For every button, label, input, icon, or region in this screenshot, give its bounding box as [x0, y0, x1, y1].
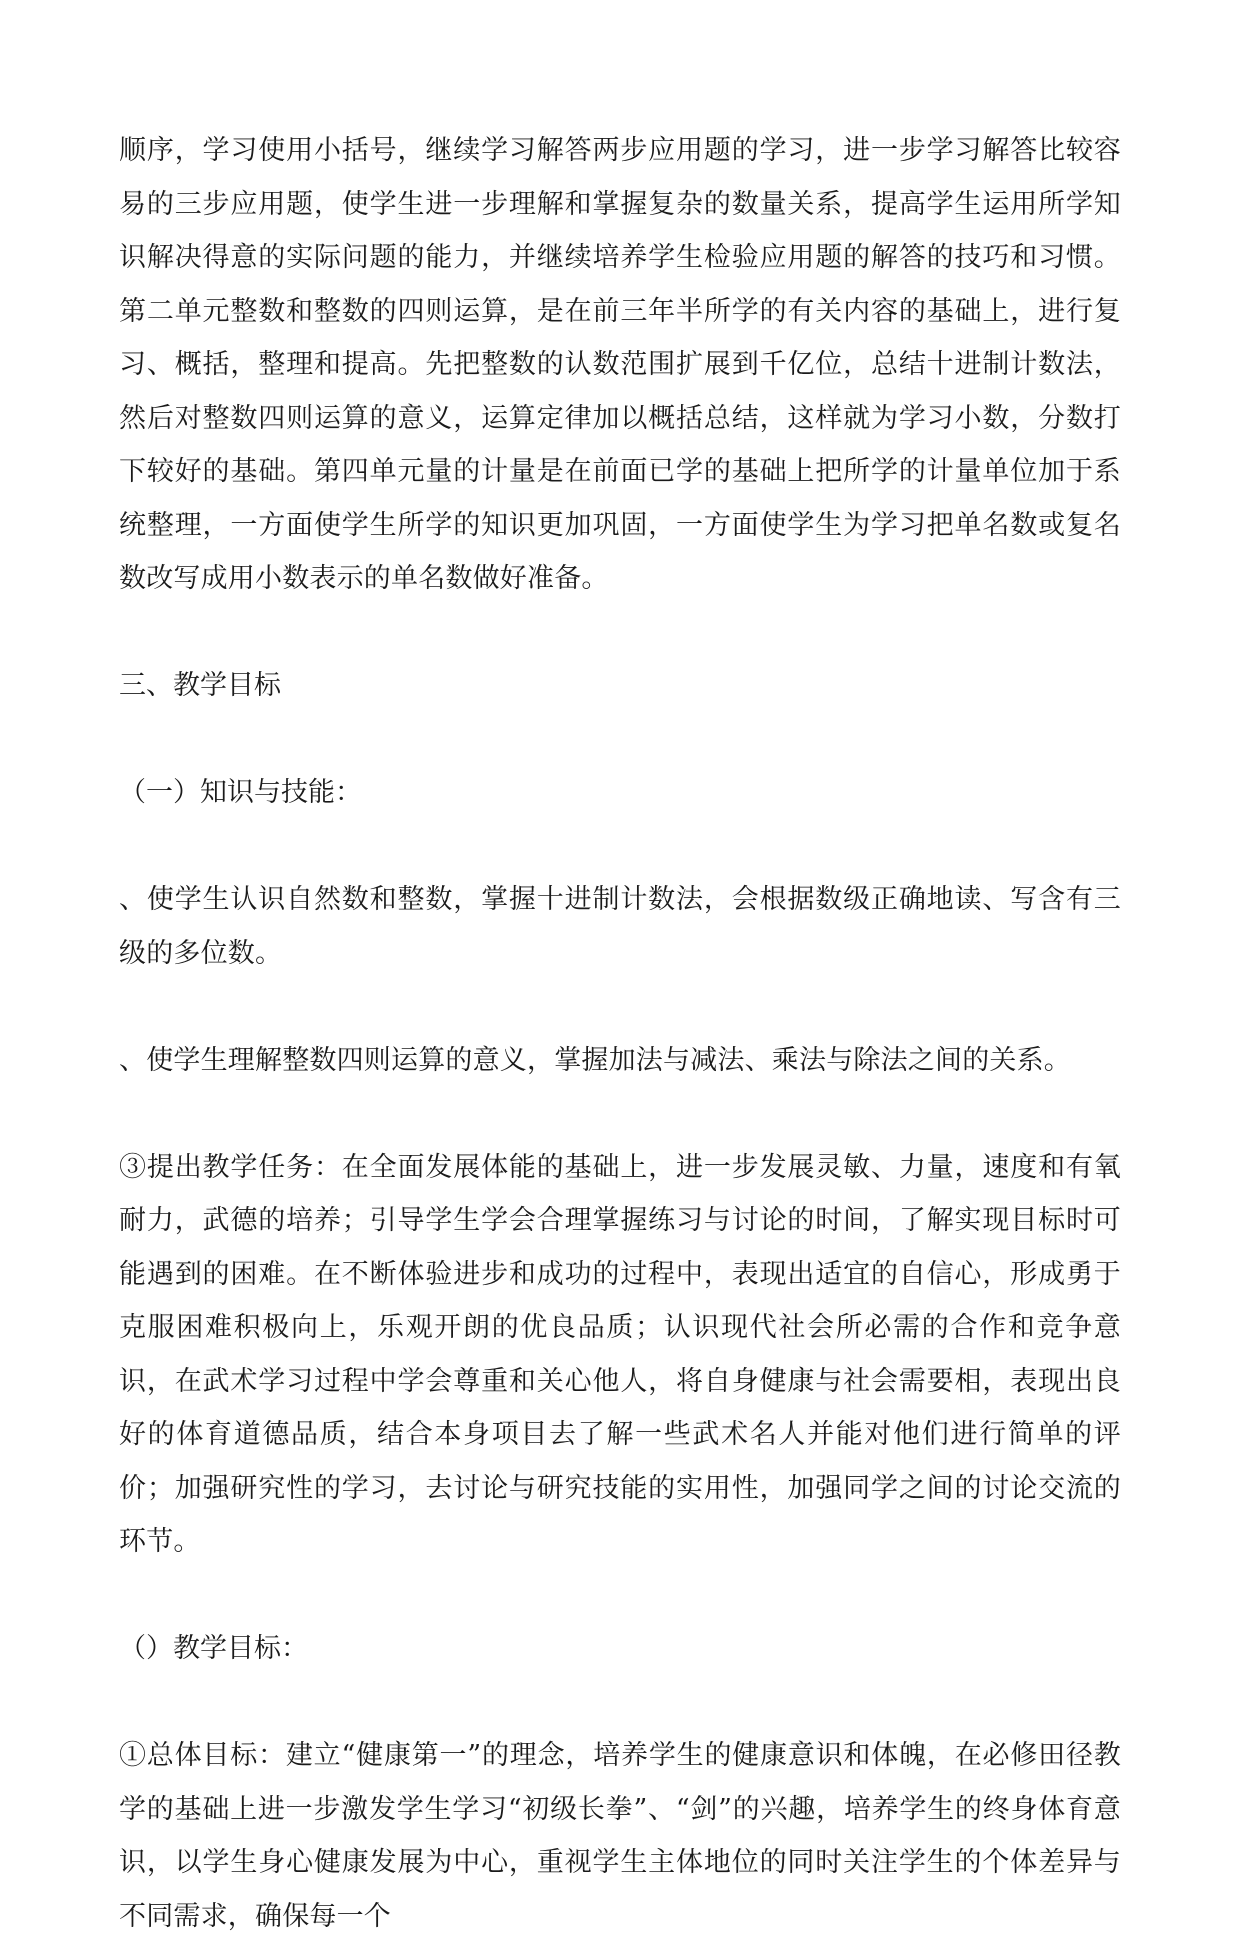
paragraph-spacer: [119, 606, 1121, 660]
paragraph-spacer: [119, 713, 1121, 767]
subsection-heading-teaching-goal: （）教学目标：: [119, 1633, 308, 1664]
subsection-heading-knowledge-skills: （一）知识与技能：: [119, 777, 362, 808]
list-item-overall-goal: ①总体目标：建立“健康第一”的理念，培养学生的健康意识和体魄，在必修田径教学的基础上进一步激发学生学习“初级长拳”、“剑”的兴趣，培养学生的终身体育意识，以学生身心健康发展为中心，重视学生主体地位的同时关注学生的个体差异与不同需求，确保每一个: [119, 1740, 1121, 1932]
body-paragraph-intro: 顺序，学习使用小括号，继续学习解答两步应用题的学习，进一步学习解答比较容易的三步应用题，使学生进一步理解和掌握复杂的数量关系，提高学生运用所学知识解决得意的实际问题的能力，并继续培养学生检验应用题的解答的技巧和习惯。第二单元整数和整数的四则运算，是在前三年半所学的有关内容的基础上，进行复习、概括，整理和提高。先把整数的认数范围扩展到千亿位，总结十进制计数法，然后对整数四则运算的意义，运算定律加以概括总结，这样就为学习小数，分数打下较好的基础。第四单元量的计量是在前面已学的基础上把所学的计量单位加于系统整理，一方面使学生所学的知识更加巩固，一方面使学生为学习把单名数或复名数改写成用小数表示的单名数做好准备。: [119, 135, 1121, 594]
paragraph-spacer: [119, 980, 1121, 1034]
paragraph-spacer: [119, 1087, 1121, 1141]
paragraph-spacer: [119, 1569, 1121, 1623]
list-item-natural-numbers: 、使学生认识自然数和整数，掌握十进制计数法，会根据数级正确地读、写含有三级的多位数。: [119, 884, 1121, 969]
list-item-four-operations: 、使学生理解整数四则运算的意义，掌握加法与减法、乘法与除法之间的关系。: [119, 1044, 1071, 1076]
paragraph-spacer: [119, 1676, 1121, 1730]
list-item-teaching-tasks: ③提出教学任务：在全面发展体能的基础上，进一步发展灵敏、力量，速度和有氧耐力，武德的培养；引导学生学会合理掌握练习与讨论的时间，了解实现目标时可能遇到的困难。在不断体验进步和成功的过程中，表现出适宜的自信心，形成勇于克服困难积极向上，乐观开朗的优良品质；认识现代社会所必需的合作和竞争意识，在武术学习过程中学会尊重和关心他人，将自身健康与社会需要相，表现出良好的体育道德品质，结合本身项目去了解一些武术名人并能对他们进行简单的评价；加强研究性的学习，去讨论与研究技能的实用性，加强同学之间的讨论交流的环节。: [119, 1151, 1121, 1557]
document-body: [119, 124, 1121, 1943]
section-heading-teaching-goals: 三、教学目标: [119, 670, 281, 701]
paragraph-spacer: [119, 820, 1121, 874]
